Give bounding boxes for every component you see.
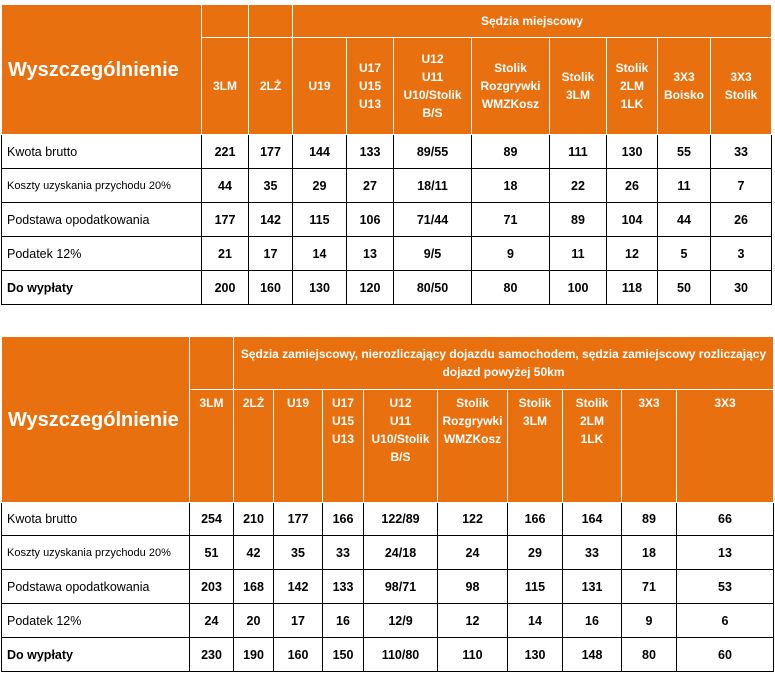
column-header xyxy=(508,390,563,503)
value-cell: 21 xyxy=(202,237,249,271)
column-header-line: B/S xyxy=(390,450,411,464)
value-cell: 14 xyxy=(508,604,563,638)
value-cell: 71 xyxy=(622,570,677,604)
column-header-line: Stolik xyxy=(494,61,527,75)
value-cell: 100 xyxy=(550,271,607,305)
value-cell: 98 xyxy=(438,570,508,604)
value-cell: 53 xyxy=(677,570,774,604)
value-cell: 26 xyxy=(711,203,772,237)
empty-header-cell xyxy=(202,5,249,38)
value-cell: 130 xyxy=(293,271,347,305)
value-cell: 142 xyxy=(249,203,293,237)
value-cell: 122 xyxy=(438,503,508,536)
value-cell: 33 xyxy=(563,536,622,570)
value-cell: 26 xyxy=(607,169,658,203)
column-header xyxy=(711,38,772,135)
value-cell: 104 xyxy=(607,203,658,237)
value-cell: 16 xyxy=(323,604,364,638)
group-header: Sędzia miejscowy xyxy=(293,5,772,38)
value-cell: 71/44 xyxy=(394,203,472,237)
column-header-line: U13 xyxy=(358,97,381,111)
value-cell: 200 xyxy=(202,271,249,305)
column-header-line: Stolik xyxy=(724,88,758,102)
value-cell: 130 xyxy=(508,638,563,672)
column-header-line: U17 xyxy=(358,61,381,75)
group-header xyxy=(234,337,774,390)
value-cell: 115 xyxy=(293,203,347,237)
value-cell: 18 xyxy=(622,536,677,570)
column-header-line: 2LM xyxy=(620,79,644,93)
column-header-line: 2LM xyxy=(580,414,604,428)
table-row xyxy=(2,638,774,672)
value-cell: 33 xyxy=(711,135,772,169)
value-cell: 177 xyxy=(202,203,249,237)
row-label: Podatek 12% xyxy=(2,604,190,638)
column-header-line: 3X3 xyxy=(730,70,752,84)
column-header xyxy=(347,38,394,135)
row-label: Do wypłaty xyxy=(2,638,190,672)
value-cell: 210 xyxy=(234,503,274,536)
column-header-line: U15 xyxy=(358,79,381,93)
table-row xyxy=(2,169,772,203)
value-cell: 166 xyxy=(508,503,563,536)
column-header-line: 3LM xyxy=(199,396,224,410)
table-row xyxy=(2,604,774,638)
value-cell: 11 xyxy=(658,169,711,203)
table-row xyxy=(2,570,774,604)
column-header xyxy=(658,38,711,135)
column-header-line: 3LM xyxy=(523,414,547,428)
value-cell: 120 xyxy=(347,271,394,305)
value-cell: 150 xyxy=(323,638,364,672)
column-header-line: 3X3 xyxy=(714,396,736,410)
column-header-line: B/S xyxy=(422,106,443,120)
value-cell: 51 xyxy=(190,536,234,570)
row-label: Podstawa opodatkowania xyxy=(2,570,190,604)
value-cell: 160 xyxy=(249,271,293,305)
value-cell: 177 xyxy=(274,503,323,536)
column-header-line: U17 xyxy=(331,396,354,410)
group-header-line1: Sędzia zamiejscowy, nierozliczający dojazdu samochodem, sędzia zamiejscowy rozliczający xyxy=(240,347,767,361)
column-header-line: 3X3 xyxy=(638,396,660,410)
value-cell: 9 xyxy=(622,604,677,638)
row-label: Kwota brutto xyxy=(2,503,190,536)
column-header-line: Rozgrywki xyxy=(442,414,503,428)
value-cell: 80 xyxy=(622,638,677,672)
column-header-line: WMZKosz xyxy=(481,97,540,111)
value-cell: 17 xyxy=(249,237,293,271)
value-cell: 131 xyxy=(563,570,622,604)
value-cell: 190 xyxy=(234,638,274,672)
row-label: Kwota brutto xyxy=(2,135,202,169)
value-cell: 66 xyxy=(677,503,774,536)
value-cell: 18 xyxy=(472,169,550,203)
row-label: Koszty uzyskania przychodu 20% xyxy=(2,169,202,203)
group-header-line2: dojazd powyżej 50km xyxy=(442,365,565,379)
column-header-line: Stolik xyxy=(575,396,609,410)
table-title: Wyszczególnienie xyxy=(2,337,190,503)
column-header-line: U11 xyxy=(421,70,444,84)
column-header xyxy=(323,390,364,503)
value-cell: 166 xyxy=(323,503,364,536)
column-header xyxy=(472,38,550,135)
column-header-line: Stolik xyxy=(518,396,552,410)
value-cell: 177 xyxy=(249,135,293,169)
empty-header-cell xyxy=(190,337,234,390)
table-row xyxy=(2,503,774,536)
column-header-line: 3LM xyxy=(213,79,237,93)
value-cell: 12 xyxy=(607,237,658,271)
value-cell: 35 xyxy=(249,169,293,203)
value-cell: 133 xyxy=(347,135,394,169)
table-row xyxy=(2,135,772,169)
value-cell: 22 xyxy=(550,169,607,203)
table-row xyxy=(2,203,772,237)
value-cell: 203 xyxy=(190,570,234,604)
column-header-line: Stolik xyxy=(561,70,595,84)
column-header xyxy=(274,390,323,503)
row-label: Podstawa opodatkowania xyxy=(2,203,202,237)
value-cell: 29 xyxy=(508,536,563,570)
value-cell: 33 xyxy=(323,536,364,570)
value-cell: 122/89 xyxy=(364,503,438,536)
value-cell: 20 xyxy=(234,604,274,638)
value-cell: 89 xyxy=(472,135,550,169)
value-cell: 80 xyxy=(472,271,550,305)
column-header xyxy=(607,38,658,135)
value-cell: 89 xyxy=(622,503,677,536)
value-cell: 110 xyxy=(438,638,508,672)
column-header-line: Stolik xyxy=(456,396,489,410)
value-cell: 55 xyxy=(658,135,711,169)
value-cell: 144 xyxy=(293,135,347,169)
column-header-line: 2LŻ xyxy=(259,79,282,93)
rates-table-away-referee xyxy=(1,336,774,672)
row-label: Koszty uzyskania przychodu 20% xyxy=(2,536,190,570)
value-cell: 24 xyxy=(438,536,508,570)
value-cell: 106 xyxy=(347,203,394,237)
value-cell: 230 xyxy=(190,638,234,672)
value-cell: 24 xyxy=(190,604,234,638)
column-header-line: U10/Stolik xyxy=(371,432,430,446)
value-cell: 118 xyxy=(607,271,658,305)
value-cell: 13 xyxy=(677,536,774,570)
column-header-line: 3LM xyxy=(566,88,590,102)
column-header xyxy=(364,390,438,503)
value-cell: 11 xyxy=(550,237,607,271)
value-cell: 29 xyxy=(293,169,347,203)
value-cell: 89/55 xyxy=(394,135,472,169)
column-header xyxy=(677,390,774,503)
value-cell: 30 xyxy=(711,271,772,305)
column-header xyxy=(249,38,293,135)
table-row xyxy=(2,237,772,271)
value-cell: 35 xyxy=(274,536,323,570)
column-header-line: WMZKosz xyxy=(443,432,502,446)
value-cell: 110/80 xyxy=(364,638,438,672)
column-header-line: U13 xyxy=(331,432,354,446)
value-cell: 133 xyxy=(323,570,364,604)
value-cell: 6 xyxy=(677,604,774,638)
value-cell: 9 xyxy=(472,237,550,271)
value-cell: 13 xyxy=(347,237,394,271)
value-cell: 89 xyxy=(550,203,607,237)
value-cell: 9/5 xyxy=(394,237,472,271)
value-cell: 44 xyxy=(658,203,711,237)
value-cell: 16 xyxy=(563,604,622,638)
value-cell: 3 xyxy=(711,237,772,271)
column-header xyxy=(202,38,249,135)
value-cell: 12/9 xyxy=(364,604,438,638)
column-header-line: 3X3 xyxy=(673,70,695,84)
value-cell: 254 xyxy=(190,503,234,536)
table-row xyxy=(2,271,772,305)
column-header-line: 1LK xyxy=(580,432,604,446)
column-header-line: U15 xyxy=(331,414,354,428)
column-header xyxy=(622,390,677,503)
value-cell: 60 xyxy=(677,638,774,672)
column-header-line: U19 xyxy=(286,396,309,410)
value-cell: 160 xyxy=(274,638,323,672)
rates-table-local-referee xyxy=(1,4,772,305)
value-cell: 221 xyxy=(202,135,249,169)
value-cell: 17 xyxy=(274,604,323,638)
column-header-line: Rozgrywki xyxy=(480,79,541,93)
column-header xyxy=(438,390,508,503)
column-header-line: Stolik xyxy=(615,61,649,75)
value-cell: 50 xyxy=(658,271,711,305)
value-cell: 7 xyxy=(711,169,772,203)
value-cell: 111 xyxy=(550,135,607,169)
column-header-line: U12 xyxy=(389,396,412,410)
value-cell: 5 xyxy=(658,237,711,271)
column-header-line: U10/Stolik xyxy=(403,88,462,102)
column-header xyxy=(293,38,347,135)
row-label: Podatek 12% xyxy=(2,237,202,271)
value-cell: 27 xyxy=(347,169,394,203)
column-header-line: U19 xyxy=(308,79,331,93)
column-header-line: U12 xyxy=(421,52,444,66)
column-header-line: 1LK xyxy=(620,97,644,111)
value-cell: 44 xyxy=(202,169,249,203)
value-cell: 71 xyxy=(472,203,550,237)
column-header-line: 2LŻ xyxy=(242,396,265,410)
value-cell: 130 xyxy=(607,135,658,169)
value-cell: 24/18 xyxy=(364,536,438,570)
table-row xyxy=(2,536,774,570)
value-cell: 148 xyxy=(563,638,622,672)
row-label: Do wypłaty xyxy=(2,271,202,305)
column-header-line: Boisko xyxy=(663,88,704,102)
table-title: Wyszczególnienie xyxy=(2,5,202,135)
column-header xyxy=(190,390,234,503)
value-cell: 115 xyxy=(508,570,563,604)
value-cell: 164 xyxy=(563,503,622,536)
value-cell: 42 xyxy=(234,536,274,570)
value-cell: 98/71 xyxy=(364,570,438,604)
value-cell: 18/11 xyxy=(394,169,472,203)
value-cell: 80/50 xyxy=(394,271,472,305)
value-cell: 142 xyxy=(274,570,323,604)
column-header xyxy=(550,38,607,135)
value-cell: 12 xyxy=(438,604,508,638)
empty-header-cell xyxy=(249,5,293,38)
column-header xyxy=(234,390,274,503)
value-cell: 14 xyxy=(293,237,347,271)
column-header xyxy=(394,38,472,135)
column-header xyxy=(563,390,622,503)
column-header-line: U11 xyxy=(389,414,412,428)
value-cell: 168 xyxy=(234,570,274,604)
